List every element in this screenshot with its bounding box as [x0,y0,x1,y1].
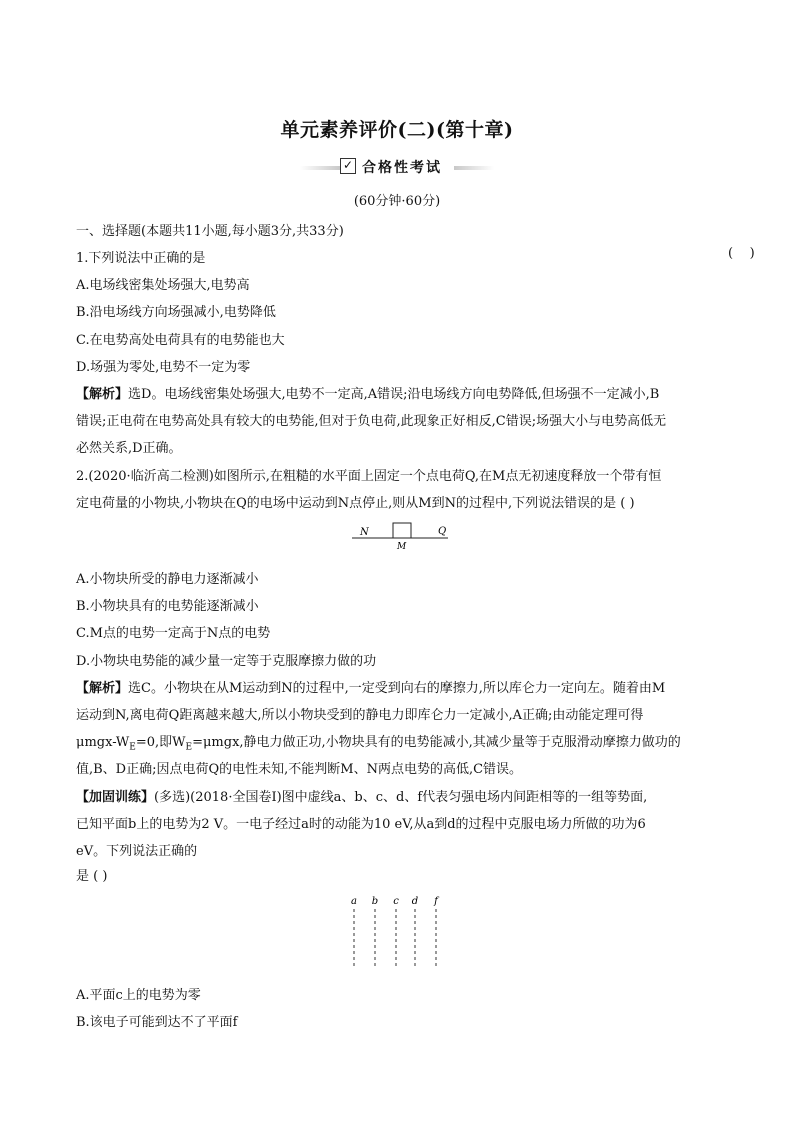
subscript: E [129,742,136,753]
page-title: 单元素养评价(二)(第十章) [280,119,514,141]
q1-option-a: A.电场线密集处场强大,电势高 [76,278,250,293]
answer-blank: ( ) [728,246,755,261]
q1-option-b: B.沿电场线方向场强减小,电势降低 [76,305,276,320]
q1-analysis-line: 必然关系,D正确。 [76,441,182,456]
q2-analysis-line [76,731,681,753]
q2-analysis-line: 值,B、D正确;因点电荷Q的电性未知,不能判断M、N两点电势的高低,C错误。 [76,762,523,777]
question-2-stem: 2.(2020·临沂高二检测)如图所示,在粗糙的水平面上固定一个点电荷Q,在M点无初速度释放一个带有恒 [76,469,662,484]
q1-analysis-line [76,383,659,402]
exam-type-label: 合格性考试 [362,160,442,176]
q2-analysis-line [76,677,665,696]
plane-label-a: a [351,896,357,907]
q2-option-d: D.小物块电势能的减少量一定等于克服摩擦力做的功 [76,654,377,669]
plane-label-f: f [434,896,438,907]
plane-label-b: b [371,896,379,907]
analysis-text: =μmgx,静电力做正功,小物块具有的电势能减小,其减少量等于克服滑动摩擦力做功的 [192,735,681,750]
bonus-stem-line: eV。下列说法正确的 [76,844,198,859]
plane-label-c: c [393,896,399,907]
analysis-text: 选D。电场线密集处场强大,电势不一定高,A错误;沿电场线方向电势降低,但场强不一定减小,B [128,387,660,402]
exam-duration: (60分钟·60分) [353,194,441,209]
q2-option-a: A.小物块所受的静电力逐渐减小 [76,572,259,587]
block-icon [393,523,411,538]
q1-option-d: D.场强为零处,电势不一定为零 [76,360,251,375]
bonus-text: (多选)(2018·全国卷Ⅰ)图中虚线a、b、c、d、f代表匀强电场内间距相等的一组等势面, [154,790,648,805]
bonus-option-a: A.平面c上的电势为零 [76,988,201,1003]
q2-option-c: C.M点的电势一定高于N点的电势 [76,626,271,641]
bonus-stem-line: 是 ( ) [76,869,108,884]
bonus-stem-line: 已知平面b上的电势为2 V。一电子经过a时的动能为10 eV,从a到d的过程中克服电场力所做的功为6 [76,817,646,832]
q2-analysis-line: 运动到N,离电荷Q距离越来越大,所以小物块受到的静电力即库仑力一定减小,A正确;由动能定理可得 [76,708,644,723]
label-m: M [397,542,407,552]
analysis-text: =0,即W [135,735,186,750]
analysis-tag: 【解析】 [76,681,129,696]
analysis-text: μmgx-W [76,735,130,750]
label-q: Q [438,526,447,537]
label-n: N [360,527,369,538]
equipotential-figure [345,893,449,969]
bonus-tag: 【加固训练】 [76,790,155,805]
checkbox-icon: ✓ [340,158,356,174]
exam-type-banner [300,157,494,179]
q1-option-c: C.在电势高处电荷具有的电势能也大 [76,333,285,348]
banner-decoration-left [300,166,340,170]
question-2-stem: 定电荷量的小物块,小物块在Q的电场中运动到N点停止,则从M到N的过程中,下列说法错误的是 ( ) [76,496,635,511]
plane-label-d: d [411,896,419,907]
bonus-option-b: B.该电子可能到达不了平面f [76,1015,238,1030]
analysis-text: 选C。小物块在从M运动到N的过程中,一定受到向右的摩擦力,所以库仑力一定向左。随着由M [128,681,666,696]
banner-decoration-right [454,166,494,170]
analysis-tag: 【解析】 [76,387,129,402]
q2-figure [350,518,450,554]
q2-option-b: B.小物块具有的电势能逐渐减小 [76,599,259,614]
q1-analysis-line: 错误;正电荷在电势高处具有较大的电势能,但对于负电荷,此现象正好相反,C错误;场强大小与电势高低无 [76,414,667,429]
question-1-stem: 1.下列说法中正确的是 [76,251,206,266]
subscript: E [185,742,193,753]
section-heading: 一、选择题(本题共11小题,每小题3分,共33分) [76,224,344,239]
bonus-stem-line [76,786,647,805]
